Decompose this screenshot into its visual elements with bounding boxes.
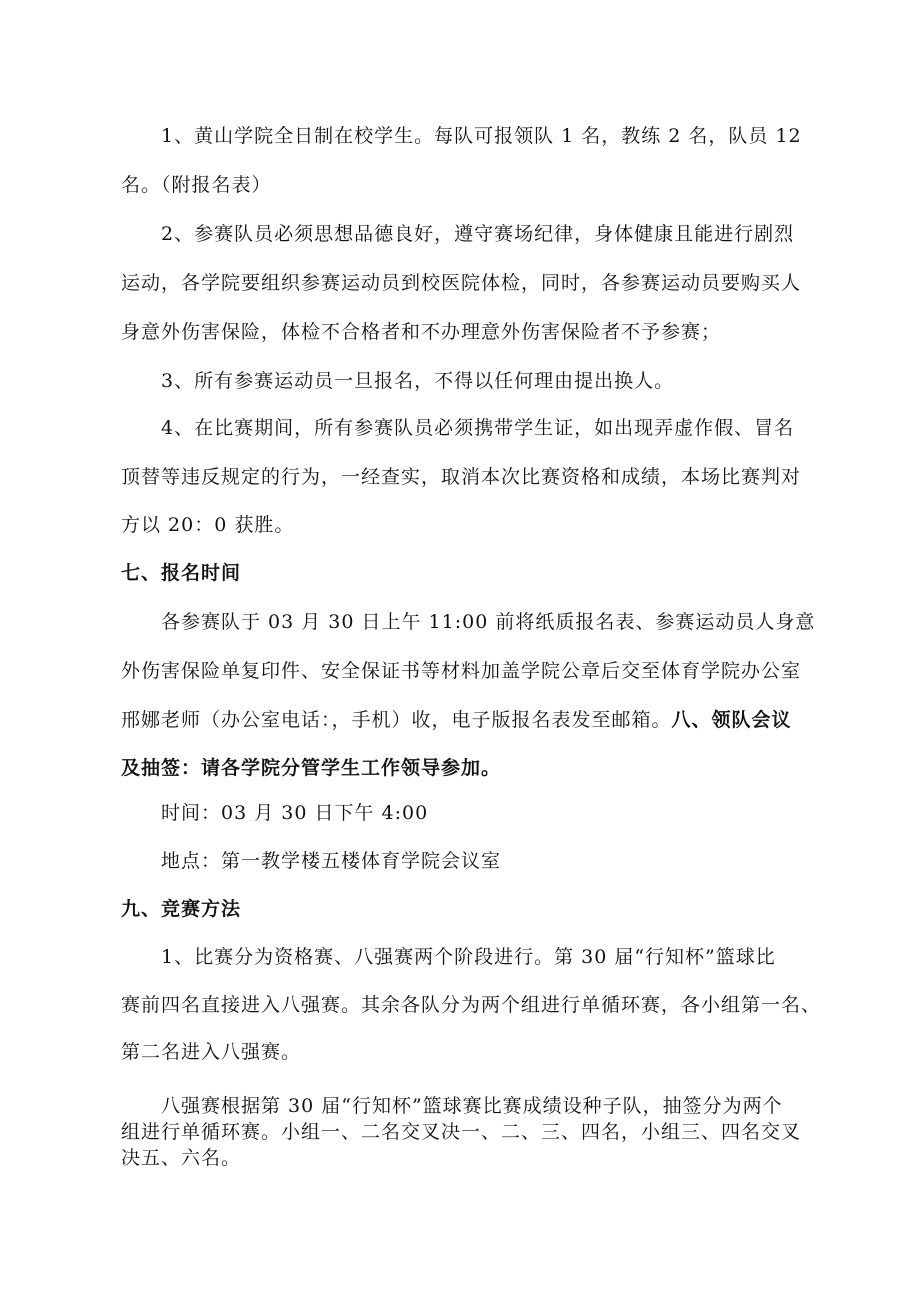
- item-3-line-1: 3、所有参赛运动员一旦报名，不得以任何理由提出换人。: [121, 370, 675, 392]
- item-2-line-2: 运动，各学院要组织参赛运动员到校医院体检，同时，各参赛运动员要购买人: [121, 272, 802, 294]
- meeting-place: 地点：第一教学楼五楼体育学院会议室: [121, 850, 502, 872]
- section-9-heading: 九、竞赛方法: [121, 898, 242, 920]
- section-9-para-1-line-1: 1、比赛分为资格赛、八强赛两个阶段进行。第 30 届“行知杯”篮球比: [121, 946, 776, 968]
- section-7-line-1: 各参赛队于 03 月 30 日上午 11:00 前将纸质报名表、参赛运动员人身意: [121, 611, 816, 633]
- item-2-line-1: 2、参赛队员必须思想品德良好，遵守赛场纪律，身体健康且能进行剧烈: [121, 223, 795, 245]
- meeting-time: 时间：03 月 30 日下午 4:00: [121, 802, 429, 824]
- item-1-line-2: 名。（附报名表）: [121, 174, 272, 196]
- item-4-line-1: 4、在比赛期间，所有参赛队员必须携带学生证，如出现弄虚作假、冒名: [121, 417, 795, 439]
- section-9-para-2-line-1: 八强赛根据第 30 届“行知杯”篮球赛比赛成绩设种子队，抽签分为两个: [121, 1095, 783, 1117]
- item-1-line-1: 1、黄山学院全日制在校学生。每队可报领队 1 名，教练 2 名，队员 12: [121, 125, 802, 147]
- section-8-heading-end: 及抽签：请各学院分管学生工作领导参加。: [121, 757, 502, 779]
- section-9-para-1-line-3: 第二名进入八强赛。: [121, 1041, 302, 1063]
- section-9-para-2-line-3: 决五、六名。: [121, 1147, 242, 1169]
- section-7-heading: 七、报名时间: [121, 562, 242, 584]
- section-7-line-2: 外伤害保险单复印件、安全保证书等材料加盖学院公章后交至体育学院办公室: [121, 660, 802, 682]
- section-8-heading-start: 八、领队会议: [671, 709, 792, 731]
- item-2-line-3: 身意外伤害保险，体检不合格者和不办理意外伤害保险者不予参赛；: [121, 321, 722, 343]
- section-9-para-2-line-2: 组进行单循环赛。小组一、二名交叉决一、二、三、四名，小组三、四名交叉: [121, 1121, 802, 1143]
- item-4-line-2: 顶替等违反规定的行为，一经查实，取消本次比赛资格和成绩，本场比赛判对: [121, 466, 802, 488]
- item-4-line-3: 方以 20：0 获胜。: [121, 514, 295, 536]
- section-7-line-3: [121, 705, 801, 732]
- section-9-para-1-line-2: 赛前四名直接进入八强赛。其余各队分为两个组进行单循环赛，各小组第一名、: [121, 994, 822, 1016]
- section-7-line-3-text: 邢娜老师（办公室电话：，手机）收，电子版报名表发至邮箱。: [121, 709, 672, 731]
